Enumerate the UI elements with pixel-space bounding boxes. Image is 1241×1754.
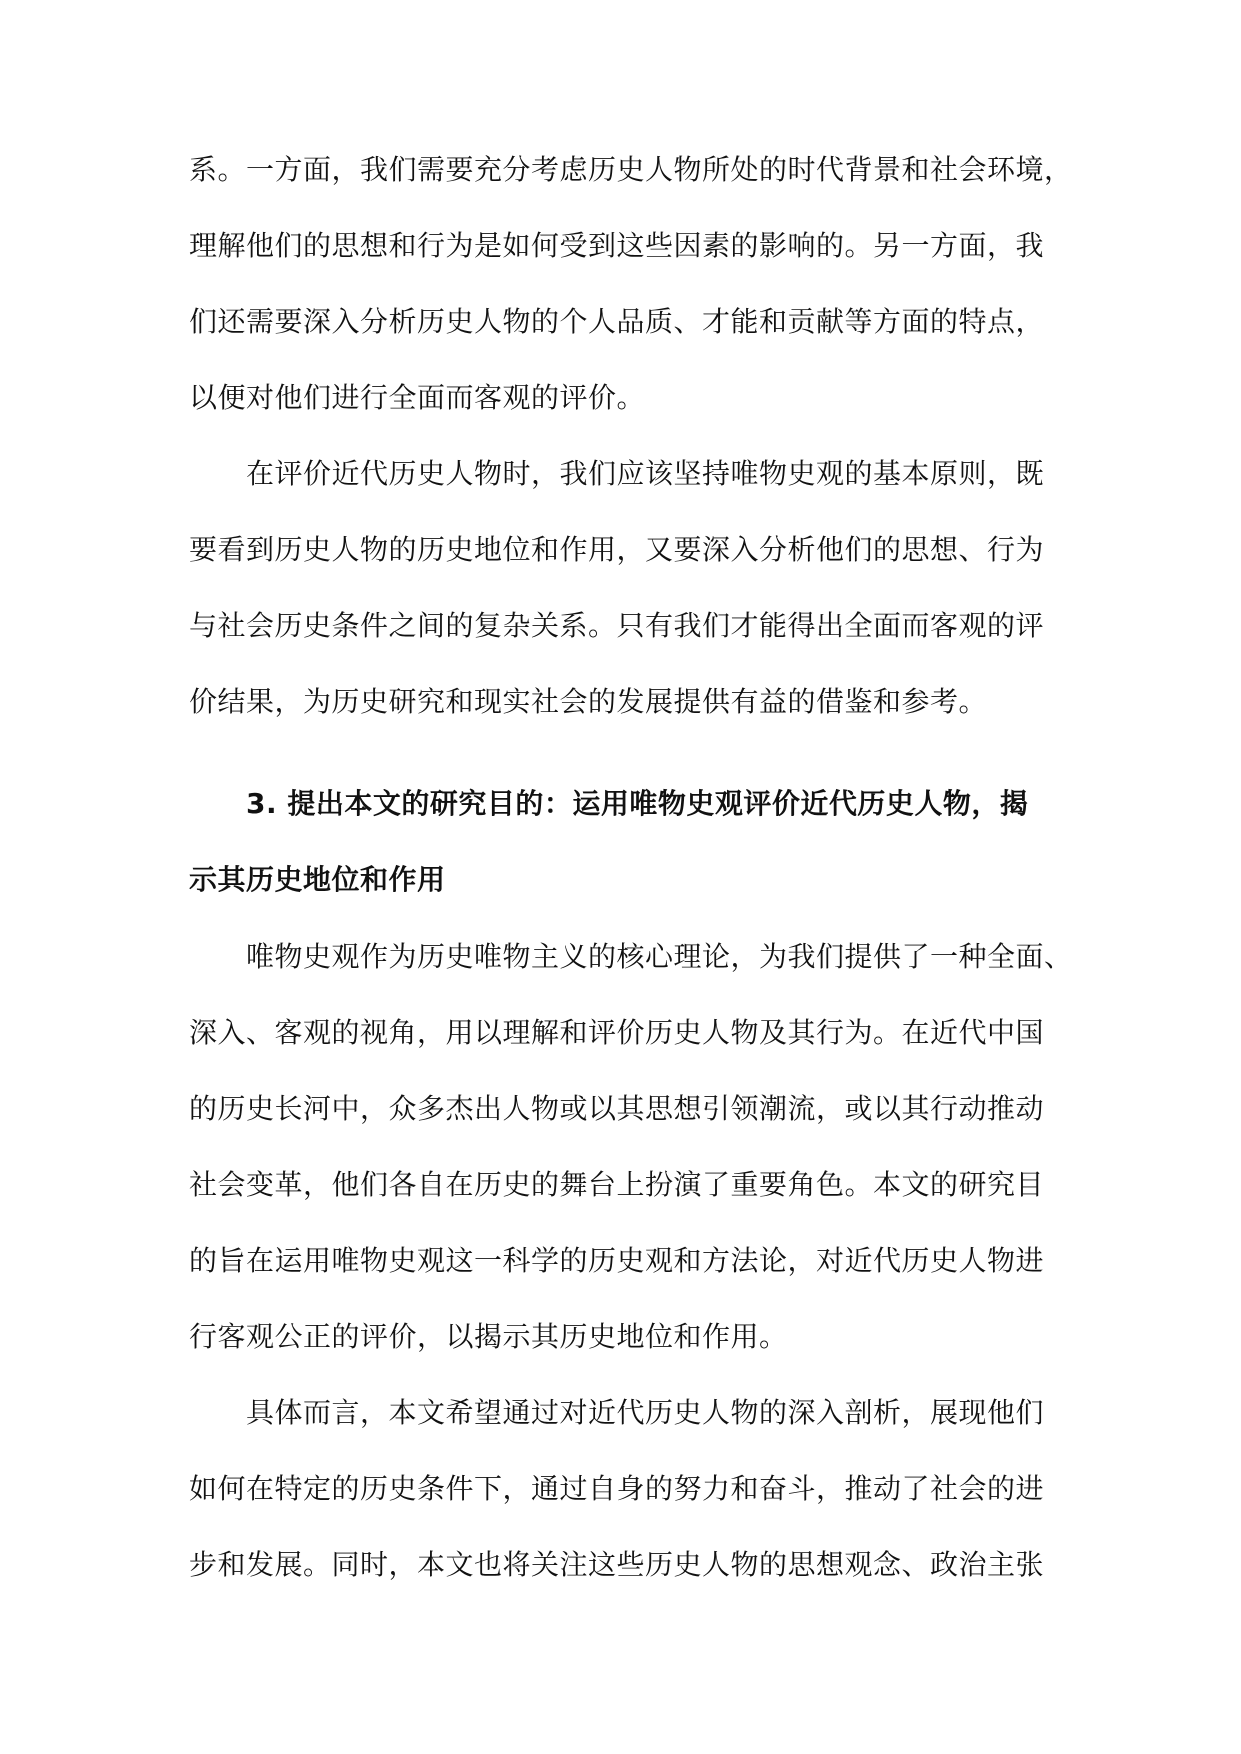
text-line: 与社会历史条件之间的复杂关系。只有我们才能得出全面而客观的评 (189, 609, 1045, 642)
text-line: 行客观公正的评价，以揭示其历史地位和作用。 (189, 1320, 788, 1353)
text-line: 唯物史观作为历史唯物主义的核心理论，为我们提供了一种全面、 (246, 940, 1073, 973)
text-line: 如何在特定的历史条件下，通过自身的努力和奋斗，推动了社会的进 (189, 1472, 1045, 1505)
text-line: 以便对他们进行全面而客观的评价。 (189, 381, 646, 414)
text-line: 的历史长河中，众多杰出人物或以其思想引领潮流，或以其行动推动 (189, 1092, 1045, 1125)
section-heading-line: 3. 提出本文的研究目的：运用唯物史观评价近代历史人物，揭 (246, 787, 1029, 820)
text-line: 的旨在运用唯物史观这一科学的历史观和方法论，对近代历史人物进 (189, 1244, 1045, 1277)
text-line: 价结果，为历史研究和现实社会的发展提供有益的借鉴和参考。 (189, 685, 988, 718)
text-line: 理解他们的思想和行为是如何受到这些因素的影响的。另一方面，我 (189, 229, 1045, 262)
text-line: 要看到历史人物的历史地位和作用，又要深入分析他们的思想、行为 (189, 533, 1045, 566)
text-line: 社会变革，他们各自在历史的舞台上扮演了重要角色。本文的研究目 (189, 1168, 1045, 1201)
text-line: 步和发展。同时，本文也将关注这些历史人物的思想观念、政治主张 (189, 1548, 1045, 1581)
text-line: 具体而言，本文希望通过对近代历史人物的深入剖析，展现他们 (246, 1396, 1045, 1429)
text-line: 在评价近代历史人物时，我们应该坚持唯物史观的基本原则，既 (246, 457, 1045, 490)
text-line: 系。一方面，我们需要充分考虑历史人物所处的时代背景和社会环境， (189, 153, 1073, 186)
text-line: 深入、客观的视角，用以理解和评价历史人物及其行为。在近代中国 (189, 1016, 1045, 1049)
section-heading-line: 示其历史地位和作用 (189, 863, 446, 896)
text-line: 们还需要深入分析历史人物的个人品质、才能和贡献等方面的特点， (189, 305, 1045, 338)
